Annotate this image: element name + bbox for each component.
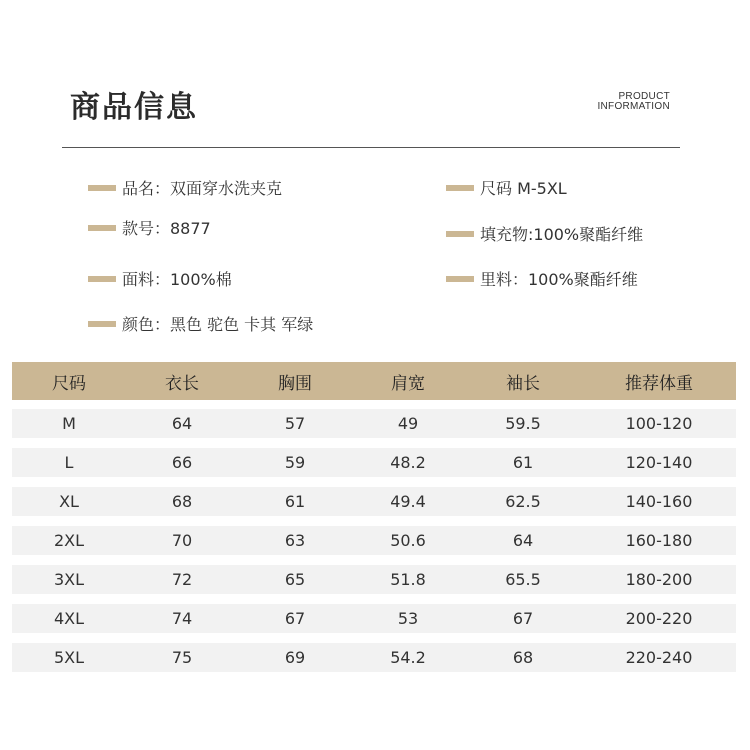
table-cell: 100-120 (625, 414, 693, 433)
subtitle-line-information: INFORMATION (597, 101, 670, 112)
table-row (12, 604, 736, 633)
table-cell: 5XL (53, 648, 85, 667)
table-cell: 140-160 (625, 492, 693, 511)
table-cell: 220-240 (625, 648, 693, 667)
header-cell-sleeve: 袖长 (506, 373, 540, 394)
table-cell: 65 (284, 570, 306, 589)
table-cell: 50.6 (390, 531, 426, 550)
swatch-icon (88, 225, 116, 231)
table-cell: 68 (512, 648, 534, 667)
info-size-text: 尺码 M-5XL (480, 179, 567, 198)
table-row (12, 643, 736, 672)
table-cell: 74 (171, 609, 193, 628)
info-name-text: 品名：双面穿水洗夹克 (122, 179, 283, 198)
size-table (12, 362, 736, 672)
header-cell-chest: 胸围 (278, 373, 312, 394)
table-cell: 180-200 (625, 570, 693, 589)
info-filling-text: 填充物:100%聚酯纤维 (480, 225, 644, 244)
table-cell: 65.5 (505, 570, 541, 589)
table-cell: 67 (512, 609, 534, 628)
swatch-icon (446, 276, 474, 282)
table-cell: M (62, 414, 76, 433)
table-row (12, 526, 736, 555)
header-divider (62, 147, 680, 148)
swatch-icon (446, 185, 474, 191)
table-cell: 69 (284, 648, 306, 667)
table-cell: 200-220 (625, 609, 693, 628)
table-cell: 53 (397, 609, 419, 628)
table-cell: 49.4 (390, 492, 426, 511)
table-cell: 75 (171, 648, 193, 667)
info-item-fabric (88, 267, 232, 290)
table-cell: 68 (171, 492, 193, 511)
table-cell: 64 (512, 531, 534, 550)
table-cell: 61 (284, 492, 306, 511)
info-fabric-text: 面料：100%棉 (122, 270, 232, 289)
table-cell: 70 (171, 531, 193, 550)
table-row (12, 448, 736, 477)
info-style-no-text: 款号：8877 (122, 219, 211, 238)
table-cell: 160-180 (625, 531, 693, 550)
size-table-header (12, 362, 736, 400)
table-cell: 49 (397, 414, 419, 433)
info-item-name (88, 176, 282, 199)
table-cell: 72 (171, 570, 193, 589)
table-cell: 61 (512, 453, 534, 472)
table-cell: 57 (284, 414, 306, 433)
page-subtitle (597, 92, 670, 112)
info-item-size (446, 176, 567, 199)
info-item-filling (446, 222, 643, 245)
table-cell: 63 (284, 531, 306, 550)
info-item-lining (446, 267, 638, 290)
swatch-icon (88, 321, 116, 327)
table-cell: XL (59, 492, 79, 511)
info-item-color (88, 312, 313, 335)
table-cell: 64 (171, 414, 193, 433)
swatch-icon (88, 185, 116, 191)
table-cell: 67 (284, 609, 306, 628)
info-color-text: 颜色：黑色 驼色 卡其 军绿 (122, 315, 314, 334)
header-cell-size: 尺码 (52, 373, 86, 394)
swatch-icon (88, 276, 116, 282)
table-row (12, 487, 736, 516)
table-cell: 66 (171, 453, 193, 472)
info-item-style-no (88, 216, 211, 239)
table-cell: 62.5 (505, 492, 541, 511)
subtitle-line-product: PRODUCT (618, 91, 670, 102)
table-cell: 51.8 (390, 570, 426, 589)
table-row (12, 565, 736, 594)
table-cell: 54.2 (390, 648, 426, 667)
table-cell: L (64, 453, 74, 472)
page-title: 商品信息 (70, 90, 198, 125)
table-cell: 59 (284, 453, 306, 472)
header-cell-length: 衣长 (165, 373, 199, 394)
swatch-icon (446, 231, 474, 237)
table-cell: 4XL (53, 609, 85, 628)
table-row (12, 409, 736, 438)
header-cell-shoulder: 肩宽 (391, 373, 425, 394)
table-cell: 120-140 (625, 453, 693, 472)
table-cell: 3XL (53, 570, 85, 589)
table-cell: 2XL (53, 531, 85, 550)
table-cell: 59.5 (505, 414, 541, 433)
info-lining-text: 里料：100%聚酯纤维 (480, 270, 638, 289)
header-cell-weight: 推荐体重 (625, 373, 693, 394)
table-cell: 48.2 (390, 453, 426, 472)
